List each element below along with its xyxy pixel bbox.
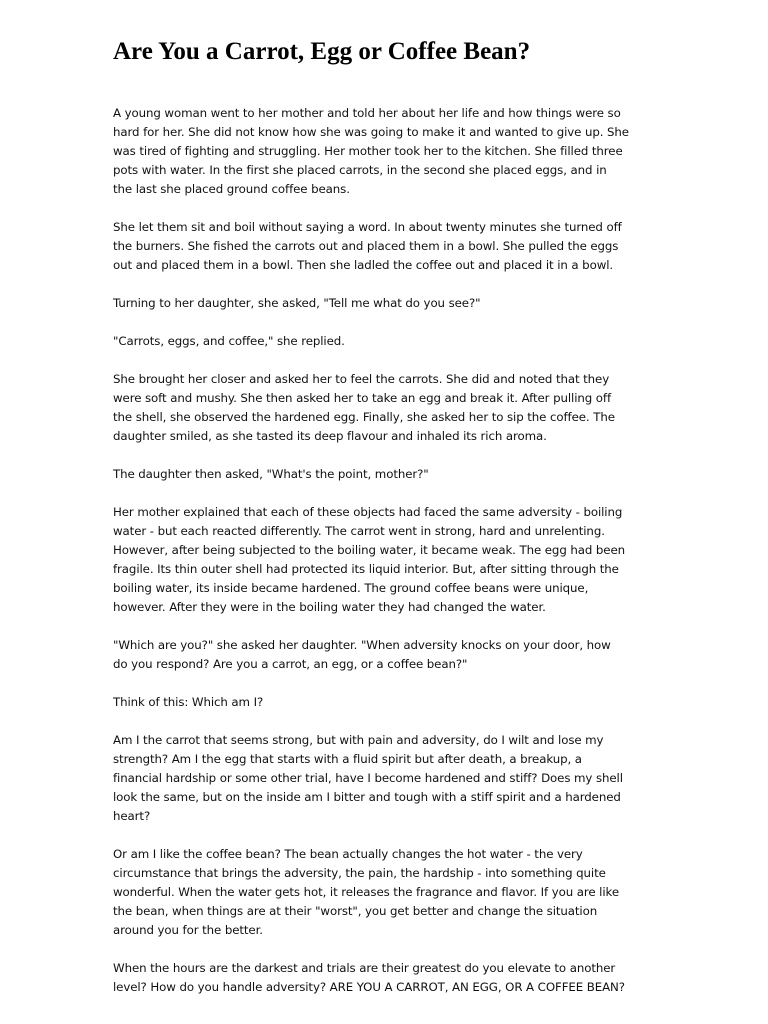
paragraph-6	[113, 465, 658, 484]
paragraph-line: Or am I like the coffee bean? The bean actually changes the hot water - the very	[113, 847, 583, 861]
paragraph-line: circumstance that brings the adversity, the pain, the hardship - into something quite	[113, 866, 606, 880]
paragraph-line: were soft and mushy. She then asked her to take an egg and break it. After pulling off	[113, 391, 612, 405]
paragraph-line: the last she placed ground coffee beans.	[113, 182, 350, 196]
paragraph-line: pots with water. In the first she placed carrots, in the second she placed eggs, and in	[113, 163, 607, 177]
paragraph-4	[113, 332, 658, 351]
paragraph-line: water - but each reacted differently. The carrot went in strong, hard and unrelenting.	[113, 524, 605, 538]
paragraph-line: out and placed them in a bowl. Then she ladled the coffee out and placed it in a bowl.	[113, 258, 614, 272]
paragraph-line: was tired of fighting and struggling. Her mother took her to the kitchen. She filled three	[113, 144, 623, 158]
paragraph-line: However, after being subjected to the boiling water, it became weak. The egg had been	[113, 543, 625, 557]
paragraph-line: Think of this: Which am I?	[113, 695, 264, 709]
paragraph-10	[113, 731, 658, 826]
paragraph-line: Am I the carrot that seems strong, but with pain and adversity, do I wilt and lose my	[113, 733, 604, 747]
paragraph-line: the burners. She fished the carrots out and placed them in a bowl. She pulled the eggs	[113, 239, 619, 253]
paragraph-line: financial hardship or some other trial, have I become hardened and stiff? Does my shell	[113, 771, 623, 785]
document-page	[113, 36, 658, 1016]
paragraph-line: She brought her closer and asked her to feel the carrots. She did and noted that they	[113, 372, 610, 386]
paragraph-line: She let them sit and boil without saying a word. In about twenty minutes she turned off	[113, 220, 622, 234]
paragraph-1	[113, 104, 658, 199]
paragraph-line: Her mother explained that each of these objects had faced the same adversity - boiling	[113, 505, 623, 519]
document-body	[113, 104, 658, 997]
paragraph-line: around you for the better.	[113, 923, 263, 937]
document-title: Are You a Carrot, Egg or Coffee Bean?	[113, 38, 531, 65]
paragraph-9	[113, 693, 658, 712]
paragraph-line: heart?	[113, 809, 151, 823]
paragraph-line: hard for her. She did not know how she was going to make it and wanted to give up. She	[113, 125, 629, 139]
paragraph-line: Turning to her daughter, she asked, "Tell me what do you see?"	[113, 296, 481, 310]
paragraph-2	[113, 218, 658, 275]
paragraph-line: look the same, but on the inside am I bitter and tough with a stiff spirit and a hardened	[113, 790, 621, 804]
paragraph-11	[113, 845, 658, 940]
paragraph-line: the bean, when things are at their "worst", you get better and change the situation	[113, 904, 598, 918]
paragraph-line: however. After they were in the boiling water they had changed the water.	[113, 600, 546, 614]
paragraph-3	[113, 294, 658, 313]
paragraph-line: level? How do you handle adversity? ARE YOU A CARROT, AN EGG, OR A COFFEE BEAN?	[113, 980, 625, 994]
paragraph-line: do you respond? Are you a carrot, an egg, or a coffee bean?"	[113, 657, 468, 671]
paragraph-line: "Which are you?" she asked her daughter. "When adversity knocks on your door, how	[113, 638, 611, 652]
paragraph-12	[113, 959, 658, 997]
paragraph-8	[113, 636, 658, 674]
paragraph-line: daughter smiled, as she tasted its deep flavour and inhaled its rich aroma.	[113, 429, 547, 443]
paragraph-7	[113, 503, 658, 617]
paragraph-line: A young woman went to her mother and told her about her life and how things were so	[113, 106, 621, 120]
paragraph-line: When the hours are the darkest and trials are their greatest do you elevate to another	[113, 961, 616, 975]
paragraph-line: the shell, she observed the hardened egg. Finally, she asked her to sip the coffee. The	[113, 410, 615, 424]
paragraph-line: wonderful. When the water gets hot, it releases the fragrance and flavor. If you are like	[113, 885, 620, 899]
paragraph-line: The daughter then asked, "What's the point, mother?"	[113, 467, 429, 481]
paragraph-5	[113, 370, 658, 446]
paragraph-line: fragile. Its thin outer shell had protected its liquid interior. But, after sitting through the	[113, 562, 619, 576]
paragraph-line: boiling water, its inside became hardened. The ground coffee beans were unique,	[113, 581, 589, 595]
paragraph-line: "Carrots, eggs, and coffee," she replied.	[113, 334, 345, 348]
paragraph-line: strength? Am I the egg that starts with a fluid spirit but after death, a breakup, a	[113, 752, 582, 766]
